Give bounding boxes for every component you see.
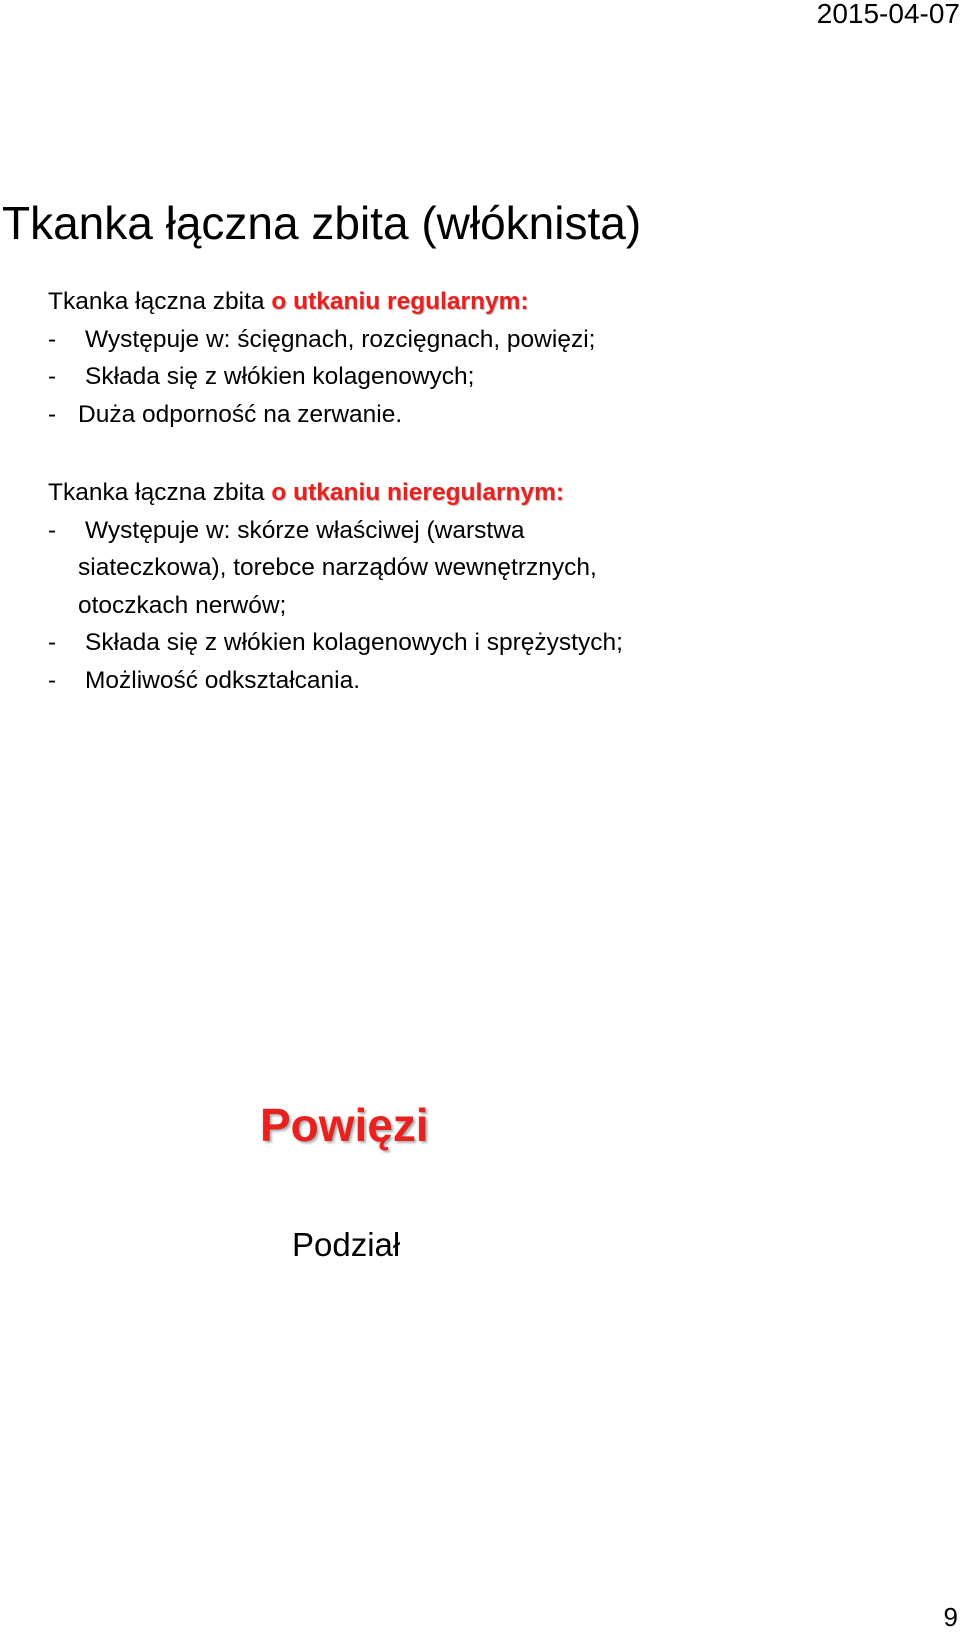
list-item — [48, 396, 595, 434]
list-item — [48, 624, 623, 662]
dash-marker: - — [48, 629, 57, 656]
date-label: 2015-04-07 — [816, 0, 960, 29]
dash-marker: - — [48, 400, 57, 428]
section-irregular — [48, 474, 623, 699]
list-item-text: Występuje w: skórze właściwej (warstwa — [85, 516, 525, 544]
dash-marker: - — [48, 363, 57, 390]
slide-title: Tkanka łączna zbita (włóknista) — [2, 197, 642, 249]
list-item-text: Możliwość odkształcania. — [85, 666, 361, 694]
list-item-text: Występuje w: ścięgnach, rozcięgnach, powięzi; — [85, 325, 596, 353]
list-item-text: Składa się z włókien kolagenowych i sprężystych; — [85, 629, 623, 656]
list-item-text: Duża odporność na zerwanie. — [78, 400, 403, 428]
heading-highlight: o utkaniu regularnym: — [271, 288, 529, 315]
podzial-subtitle: Podział — [292, 1226, 401, 1263]
dash-marker: - — [48, 666, 57, 694]
irregular-bullet-list — [48, 512, 623, 700]
section-regular — [48, 283, 595, 433]
powiezi-title: Powięzi — [260, 1099, 429, 1151]
section-irregular-heading — [48, 474, 623, 512]
list-item-text: Składa się z włókien kolagenowych; — [85, 363, 475, 390]
list-item — [48, 358, 595, 396]
list-item-text: siateczkowa), torebce narządów wewnętrznych, — [78, 554, 597, 581]
page-number: 9 — [943, 1602, 958, 1632]
heading-prefix: Tkanka łączna zbita — [48, 479, 265, 506]
list-item-continuation — [48, 549, 623, 587]
regular-bullet-list — [48, 321, 595, 434]
list-item-continuation — [48, 587, 623, 625]
heading-prefix: Tkanka łączna zbita — [48, 288, 265, 315]
dash-marker: - — [48, 325, 57, 353]
list-item — [48, 662, 623, 700]
heading-highlight: o utkaniu nieregularnym: — [271, 479, 565, 506]
list-item — [48, 321, 595, 359]
section-regular-heading — [48, 283, 595, 321]
list-item-text: otoczkach nerwów; — [78, 591, 287, 619]
list-item — [48, 512, 623, 550]
dash-marker: - — [48, 516, 57, 544]
